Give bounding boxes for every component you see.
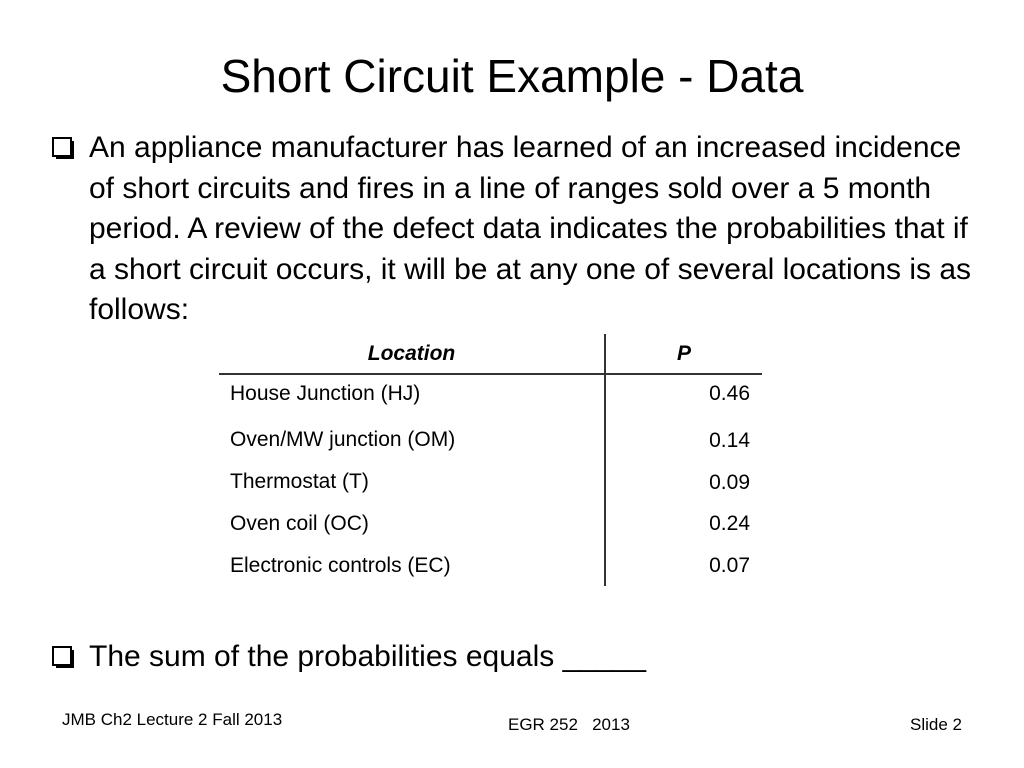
table-header-location: Location xyxy=(367,342,456,365)
bullet-intro xyxy=(52,128,982,331)
footer-slide-number: Slide 2 xyxy=(910,715,962,734)
table-header-divider xyxy=(219,373,762,375)
table-column-divider xyxy=(604,334,606,586)
bullet-sum xyxy=(52,637,982,678)
probability-table xyxy=(219,334,762,586)
checkbox-bullet-icon xyxy=(52,137,72,157)
bullet-sum-text: The sum of the probabilities equals _____ xyxy=(89,640,647,673)
table-cell-location: House Junction (HJ) xyxy=(230,382,421,405)
bullet-intro-text: An appliance manufacturer has learned of an increased incidence of short circuits and fires in a line of ranges sold over a 5 month period. A review of the defect data indicates the probabilities that if a short circuit occurs, it will be at any one of several locations is as follows: xyxy=(89,131,972,326)
table-cell-p: 0.09 xyxy=(709,471,750,494)
table-cell-p: 0.24 xyxy=(709,512,750,535)
checkbox-bullet-icon xyxy=(52,646,72,666)
table-cell-location: Thermostat (T) xyxy=(230,470,369,493)
table-header-p: P xyxy=(676,342,691,365)
table-cell-location: Oven/MW junction (OM) xyxy=(230,428,456,451)
slide-title: Short Circuit Example - Data xyxy=(220,50,804,102)
table-cell-location: Electronic controls (EC) xyxy=(230,554,451,577)
footer-center: EGR 252 2013 xyxy=(508,715,630,734)
table-cell-p: 0.07 xyxy=(709,554,750,577)
table-cell-p: 0.14 xyxy=(709,429,750,452)
table-cell-p: 0.46 xyxy=(709,382,750,405)
table-cell-location: Oven coil (OC) xyxy=(230,512,369,535)
footer-left: JMB Ch2 Lecture 2 Fall 2013 xyxy=(62,710,283,729)
